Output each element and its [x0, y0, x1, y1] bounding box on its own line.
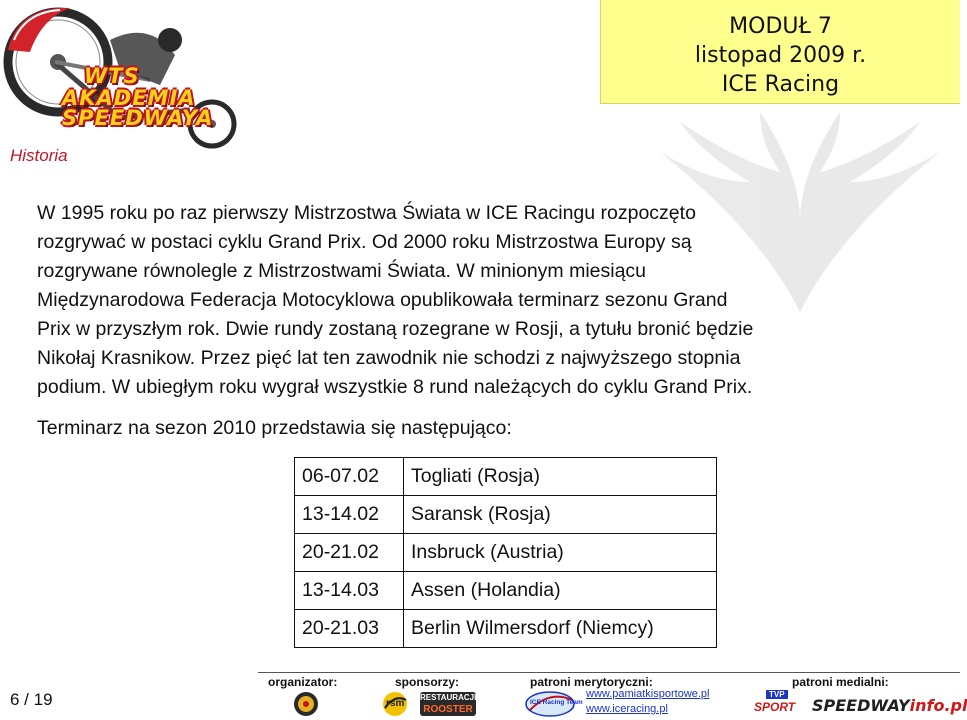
body-line: Międzynarodowa Federacja Motocyklowa opublikowała terminarz sezonu Grand [37, 289, 728, 311]
ice-racing-team-text: ICE Racing Team [530, 699, 583, 706]
sponsors-label: sponsorzy: [395, 675, 460, 689]
tvp-sport-logo [752, 690, 806, 716]
logo-line-speedwaya: SPEEDWAYA [62, 106, 214, 130]
speedway-info-text-a: SPEEDWAY [812, 696, 910, 715]
schedule-intro: Terminarz na sezon 2010 przedstawia się następująco: [37, 417, 512, 439]
rsm-logo [380, 690, 410, 718]
body-line: rozgrywane równolegle z Mistrzostwami Świata. W minionym miesiącu [37, 260, 647, 282]
ice-racing-team-logo [524, 690, 583, 718]
module-topic: ICE Racing [721, 72, 840, 97]
speedway-info-text-b: info.pl [909, 696, 967, 715]
logo-line-akademia: AKADEMIA [62, 86, 196, 110]
schedule-date: 20-21.02 [295, 534, 404, 572]
tvp-sport-text: SPORT [754, 700, 796, 714]
table-row [295, 610, 717, 648]
schedule-place: Insbruck (Austria) [404, 534, 717, 572]
schedule-date: 06-07.02 [295, 458, 404, 496]
link-iceracing[interactable]: www.iceracing.pl [586, 703, 668, 715]
logo-line-wts: WTS [84, 64, 140, 88]
schedule-place: Berlin Wilmersdorf (Niemcy) [404, 610, 717, 648]
body-line: W 1995 roku po raz pierwszy Mistrzostwa Świata w ICE Racingu rozpoczęto [37, 202, 696, 224]
media-patrons-label: patroni medialni: [792, 675, 889, 689]
module-date: listopad 2009 r. [694, 43, 867, 68]
rooster-line-2: ROOSTER [423, 704, 473, 715]
organizer-emblem-icon [292, 690, 320, 718]
rooster-logo [420, 692, 480, 716]
tvp-text: TVP [766, 690, 788, 699]
table-row [295, 458, 717, 496]
body-line: Prix w przyszłym rok. Dwie rundy zostaną rozegrane w Rosji, a tytułu bronić będzie [37, 318, 754, 340]
rsm-text: rsm [386, 698, 405, 709]
body-line: Nikołaj Krasnikow. Przez pięć lat ten zawodnik nie schodzi z najwyższego stopnia [37, 347, 741, 369]
speedway-info-logo [812, 696, 967, 715]
organizer-label: organizator: [268, 675, 338, 689]
page-number: 6 / 19 [10, 690, 53, 709]
footer-divider [258, 672, 960, 673]
schedule-place: Togliati (Rosja) [404, 458, 717, 496]
schedule-table [294, 457, 717, 648]
module-number: MODUŁ 7 [729, 14, 832, 39]
merit-patrons-label: patroni merytoryczni: [530, 675, 653, 689]
table-row [295, 534, 717, 572]
table-row [295, 572, 717, 610]
schedule-date: 13-14.03 [295, 572, 404, 610]
table-row [295, 496, 717, 534]
schedule-place: Saransk (Rosja) [404, 496, 717, 534]
module-title-box [600, 0, 960, 104]
rooster-line-1: RESTAURACJE [420, 693, 480, 702]
schedule-date: 13-14.02 [295, 496, 404, 534]
body-line: podium. W ubiegłym roku wygrał wszystkie 8 rund należących do cyklu Grand Prix. [37, 376, 753, 398]
body-line: rozgrywać w postaci cyklu Grand Prix. Od 2000 roku Mistrzostwa Europy są [37, 231, 692, 253]
schedule-place: Assen (Holandia) [404, 572, 717, 610]
history-paragraph [37, 199, 937, 402]
wts-academy-logo [0, 0, 250, 150]
schedule-date: 20-21.03 [295, 610, 404, 648]
section-label: Historia [10, 146, 68, 165]
link-pamiatkisportowe[interactable]: www.pamiatkisportowe.pl [586, 688, 710, 700]
